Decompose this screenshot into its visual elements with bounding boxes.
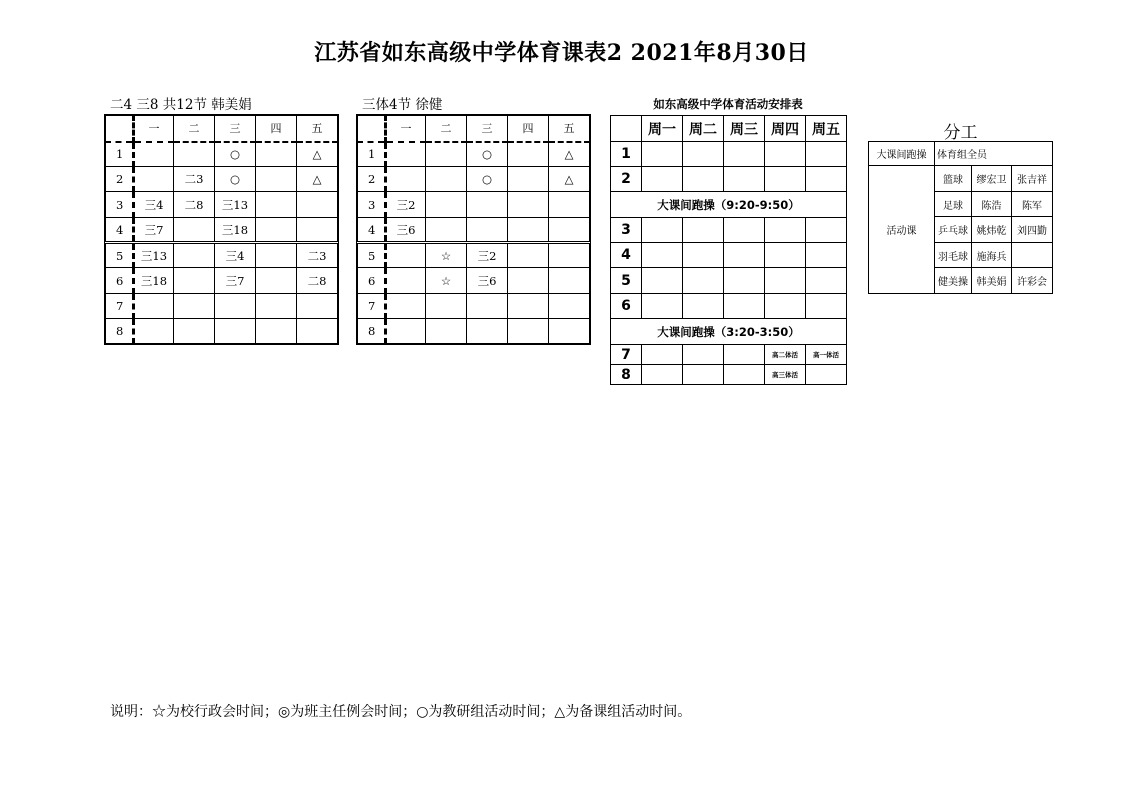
table1-cell [134,319,174,344]
table3-cell [724,268,765,294]
table1-cell: 三7 [134,218,174,243]
table2-cell: 三6 [386,218,426,243]
table2-header-wed: 三 [467,116,508,142]
table3-period: 6 [611,294,642,319]
table1-cell: 三4 [134,192,174,218]
table2-cell [386,167,426,192]
table1-cell: 三4 [215,243,256,268]
table1-cell [297,319,338,344]
table1-header-fri: 五 [297,116,338,142]
sport-name: 篮球 [935,166,972,192]
table3-cell [642,167,683,192]
table3-cell [683,294,724,319]
table1-cell [256,243,297,268]
table2-period: 1 [358,142,386,167]
table3-period: 7 [611,345,642,365]
table3-cell [806,294,847,319]
table3-cell [765,243,806,268]
table3-period: 4 [611,243,642,268]
table3-cell [642,294,683,319]
table3-cell [642,345,683,365]
table2-cell [386,319,426,344]
table1-cell: 三18 [134,268,174,294]
table3-period: 1 [611,142,642,167]
teacher-name: 张吉祥 [1012,166,1053,192]
teacher-name: 刘四勤 [1012,217,1053,243]
table2-cell [549,294,590,319]
table1-caption: 二4 三8 共12节 韩美娟 [110,97,252,113]
table2-cell [549,192,590,218]
table3-cell: 高二体活 [765,345,806,365]
table3-cell [806,142,847,167]
table1-cell [256,142,297,167]
table3-cell [724,167,765,192]
teacher-name: 韩美娟 [972,268,1012,294]
morning-run-row: 大课间跑操（9:20-9:50） [611,192,847,218]
table3 [610,115,847,385]
table1-header-tue: 二 [174,116,215,142]
teacher-name: 许彩会 [1012,268,1053,294]
table3-cell [642,243,683,268]
table1-cell [174,243,215,268]
teacher-name: 缪宏卫 [972,166,1012,192]
table1-header-corner [106,116,134,142]
table3-cell [683,218,724,243]
table3-cell [806,243,847,268]
table2-cell [467,294,508,319]
table1-cell: ○ [215,167,256,192]
table3-period: 5 [611,268,642,294]
table2-header-fri: 五 [549,116,590,142]
afternoon-run-row: 大课间跑操（3:20-3:50） [611,319,847,345]
table2-cell: 三2 [386,192,426,218]
table1 [105,115,338,344]
table1-cell: 二8 [174,192,215,218]
table1-header-wed: 三 [215,116,256,142]
table3-cell [724,243,765,268]
table3-header-wed: 周三 [724,116,765,142]
table3-cell [724,142,765,167]
table1-cell [297,294,338,319]
table2-cell [549,243,590,268]
activity-class-label: 活动课 [869,166,935,294]
table1-period: 7 [106,294,134,319]
table1-cell [256,268,297,294]
table1-cell [174,268,215,294]
table3-cell [642,218,683,243]
table1-period: 2 [106,167,134,192]
table1-period: 5 [106,243,134,268]
table3-cell [806,167,847,192]
table1-cell [297,218,338,243]
table3-cell [765,268,806,294]
table2-period: 2 [358,167,386,192]
table2-cell [508,218,549,243]
table3-cell [806,218,847,243]
table1-cell [256,167,297,192]
teacher-name [1012,243,1053,268]
table3-cell [765,167,806,192]
table2-period: 3 [358,192,386,218]
table3-period: 8 [611,365,642,385]
table1-cell [256,294,297,319]
table2-period: 4 [358,218,386,243]
teacher-name: 姚炜乾 [972,217,1012,243]
table3-cell [765,218,806,243]
table1-cell [256,192,297,218]
table3-cell [806,365,847,385]
table2-cell: ○ [467,142,508,167]
table1-cell: ○ [215,142,256,167]
table2-cell [549,319,590,344]
table2 [357,115,590,344]
table2-cell [386,294,426,319]
table1-cell [134,294,174,319]
table1-period: 3 [106,192,134,218]
table2-period: 6 [358,268,386,294]
table2-cell [508,167,549,192]
table2-cell [426,294,467,319]
table2-cell [386,243,426,268]
table1-period: 6 [106,268,134,294]
table2-header-corner [358,116,386,142]
table1-cell [134,142,174,167]
table1-period: 4 [106,218,134,243]
table2-cell [508,192,549,218]
morning-run-label: 大课间跑操 [869,142,935,166]
table2-cell [426,192,467,218]
table2-cell [508,268,549,294]
table2-period: 5 [358,243,386,268]
table1-cell: △ [297,142,338,167]
table3-header-thu: 周四 [765,116,806,142]
morning-run-staff: 体育组全员 [935,142,1053,166]
table3-period: 2 [611,167,642,192]
sport-name: 健美操 [935,268,972,294]
table2-cell: 三6 [467,268,508,294]
table2-header-mon: 一 [386,116,426,142]
table3-header-tue: 周二 [683,116,724,142]
table1-cell: 三13 [215,192,256,218]
table3-cell [683,142,724,167]
table3-cell: 高一体活 [806,345,847,365]
teacher-name: 陈军 [1012,192,1053,217]
table3-cell [683,167,724,192]
page-title: 江苏省如东高级中学体育课表2 2021年8月30日 [314,40,809,66]
table2-cell: △ [549,167,590,192]
table3-cell [724,218,765,243]
table3-cell [806,268,847,294]
table3-cell [683,268,724,294]
table2-cell [508,319,549,344]
table1-header-thu: 四 [256,116,297,142]
table1-cell: △ [297,167,338,192]
table1-cell [174,294,215,319]
table2-cell: ☆ [426,268,467,294]
table3-cell [765,294,806,319]
table2-cell [386,268,426,294]
division-title: 分工 [943,123,978,143]
table2-cell: ☆ [426,243,467,268]
table2-cell [467,218,508,243]
table1-cell [215,319,256,344]
table3-header-corner [611,116,642,142]
table1-header-mon: 一 [134,116,174,142]
table3-header-mon: 周一 [642,116,683,142]
table1-cell [134,167,174,192]
sport-name: 乒乓球 [935,217,972,243]
table3-header-fri: 周五 [806,116,847,142]
table2-cell [549,268,590,294]
table3-cell [642,268,683,294]
table1-cell [215,294,256,319]
table2-period: 7 [358,294,386,319]
table2-cell [467,192,508,218]
table1-cell [174,142,215,167]
table2-header-tue: 二 [426,116,467,142]
table3-cell [724,365,765,385]
table1-period: 1 [106,142,134,167]
table2-cell [426,167,467,192]
table1-cell: 三7 [215,268,256,294]
teacher-name: 陈浩 [972,192,1012,217]
table2-cell [426,142,467,167]
table2-cell: 三2 [467,243,508,268]
table3-cell [765,142,806,167]
table2-cell [386,142,426,167]
table3-cell: 高三体活 [765,365,806,385]
table2-caption: 三体4节 徐健 [362,97,443,113]
table3-caption: 如东高级中学体育活动安排表 [653,97,803,111]
table2-cell [508,142,549,167]
table3-cell [642,365,683,385]
table2-cell [508,243,549,268]
table2-cell: ○ [467,167,508,192]
table2-cell [426,218,467,243]
table3-cell [724,294,765,319]
table1-cell [174,218,215,243]
table3-cell [683,365,724,385]
table1-period: 8 [106,319,134,344]
teacher-name: 施海兵 [972,243,1012,268]
table2-period: 8 [358,319,386,344]
table1-cell: 二3 [297,243,338,268]
table1-cell [256,218,297,243]
table3-cell [683,243,724,268]
table3-cell [642,142,683,167]
table1-cell: 二3 [174,167,215,192]
table1-cell: 三18 [215,218,256,243]
table2-cell: △ [549,142,590,167]
table3-period: 3 [611,218,642,243]
division-table [868,141,1053,294]
table1-cell [297,192,338,218]
table3-cell [724,345,765,365]
table1-cell: 二8 [297,268,338,294]
sport-name: 足球 [935,192,972,217]
table1-cell [256,319,297,344]
table2-cell [549,218,590,243]
table1-cell [174,319,215,344]
sport-name: 羽毛球 [935,243,972,268]
table2-cell [426,319,467,344]
legend-note: 说明：☆为校行政会时间；◎为班主任例会时间；○为教研组活动时间；△为备课组活动时间。 [110,704,692,720]
table3-cell [683,345,724,365]
table2-header-thu: 四 [508,116,549,142]
table2-cell [508,294,549,319]
table2-cell [467,319,508,344]
table1-cell: 三13 [134,243,174,268]
